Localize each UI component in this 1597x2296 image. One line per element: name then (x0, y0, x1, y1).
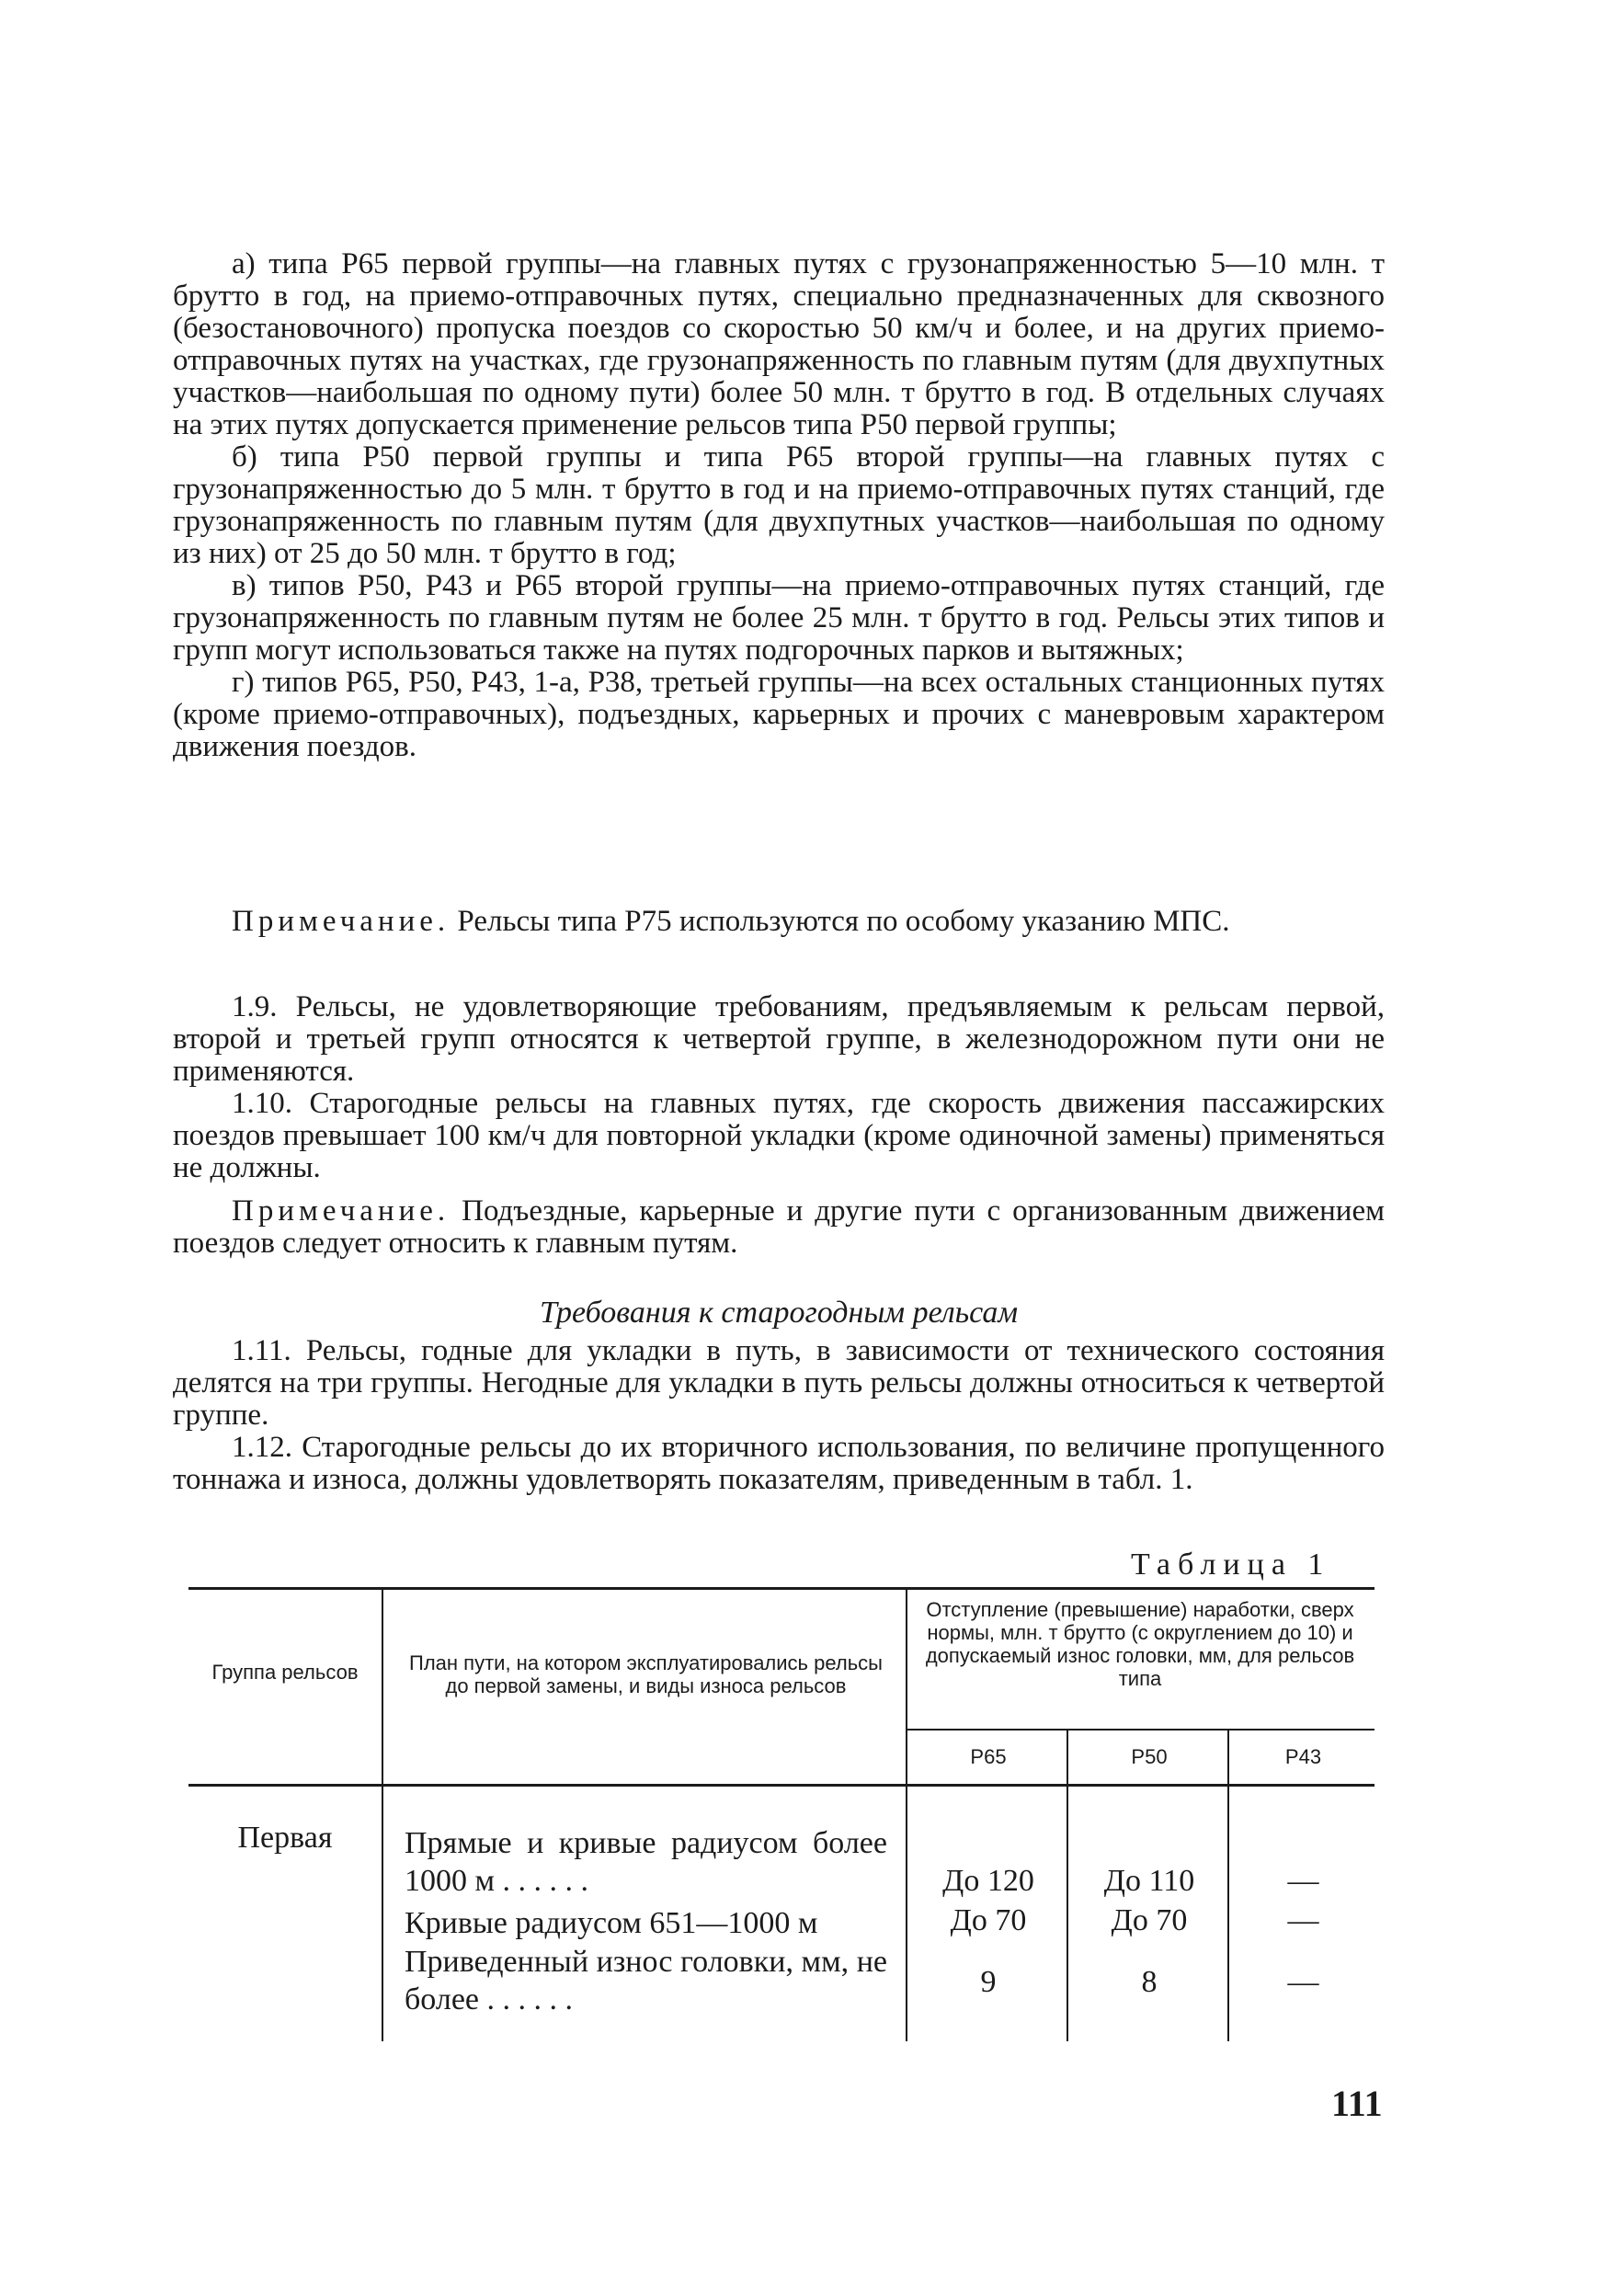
rail-usage-list (173, 248, 1385, 763)
note-1-label: Примечание. (232, 905, 451, 938)
row-3-r65: 9 (980, 1965, 997, 1999)
row-2-r50: До 70 (1111, 1903, 1188, 1937)
table-col-divider-1 (382, 1587, 383, 2041)
header-rail-group: Группа рельсов (211, 1661, 359, 1684)
group-name: Первая (237, 1821, 333, 1855)
row-3-r43: — (1287, 1965, 1319, 1999)
clause-1-9: 1.9. Рельсы, не удовлетворяющие требованиям, предъявляемым к рельсам первой, второй и третьей групп относятся к четвертой группе, в железнодорожном пути они не применяются. (173, 990, 1385, 1088)
table-col-divider-2 (906, 1587, 907, 2041)
row-2-r43: — (1287, 1903, 1319, 1937)
table-col-divider-4 (1227, 1729, 1229, 2041)
clauses-1-11-1-12 (173, 1335, 1385, 1496)
table-subheader-rule (906, 1729, 1375, 1731)
note-2 (173, 1195, 1385, 1260)
clause-1-11: 1.11. Рельсы, годные для укладки в путь, в зависимости от технического состояния делятся на три группы. Негодные для укладки в путь рельсы должны относиться к четвертой группе. (173, 1334, 1385, 1432)
table-row: Прямые и кривые радиусом более 1000 м . . . . . . (405, 1826, 887, 1898)
note-1 (173, 906, 1385, 938)
list-item-g: г) типов Р65, Р50, Р43, 1-а, Р38, третьей группы—на всех остальных станционных путях (кроме приемо-отправочных), подъездных, карьерных и прочих с маневровым характером движения поездов. (173, 666, 1385, 763)
clauses-1-9-1-10 (173, 991, 1385, 1184)
table-row: Приведенный износ головки, мм, не более . . . . . . (405, 1945, 887, 2016)
list-item-a: а) типа Р65 первой группы—на главных путях с грузонапряженностью 5—10 млн. т брутто в год, на приемо-отправочных путях, специально предназначенных для сквозного (безостановочного) пропуска поездов со скоростью 50 км/ч и более, и на других приемо-отправочных путях на участках, где грузонапряженность по главным путям (для двухпутных участков—наибольшая по одному пути) более 50 млн. т брутто в год. В отдельных случаях на этих путях допускается применение рельсов типа Р50 первой группы; (173, 247, 1385, 441)
note-2-text: Подъездные, карьерные и другие пути с организованным движением поездов следует относить к главным путям. (173, 1194, 1385, 1260)
list-item-v: в) типов Р50, Р43 и Р65 второй группы—на приемо-отправочных путях станций, где грузонапряженность по главным путям не более 25 млн. т брутто в год. Рельсы этих типов и групп могут использоваться также на путях подгорочных парков и вытяжных; (173, 569, 1385, 667)
header-type-r50: Р50 (1131, 1745, 1168, 1768)
clause-1-10: 1.10. Старогодные рельсы на главных путях, где скорость движения пассажирских поездов превышает 100 км/ч для повторной укладки (кроме одиночной замены) применяться не должны. (173, 1087, 1385, 1184)
table-top-rule (188, 1587, 1375, 1590)
header-track-plan: План пути, на котором эксплуатировались рельсы до первой замены, и виды износа рельсов (409, 1651, 883, 1697)
note-2-label: Примечание. (232, 1194, 451, 1228)
header-type-r43: Р43 (1284, 1745, 1322, 1768)
section-heading: Требования к старогодным рельсам (539, 1296, 1019, 1330)
table-row: Кривые радиусом 651—1000 м (405, 1906, 818, 1940)
row-1-r43: — (1287, 1864, 1319, 1898)
row-2-r65: До 70 (950, 1903, 1027, 1937)
table-col-divider-3 (1067, 1729, 1068, 2041)
row-1-r50: До 110 (1103, 1864, 1195, 1898)
page-number: 111 (1331, 2083, 1383, 2124)
table-header-bottom-rule (188, 1784, 1375, 1787)
header-deviation: Отступление (превышение) наработки, сверх нормы, млн. т брутто (с округлением до 10) и допускаемый износ головки, мм, для рельсов типа (925, 1598, 1355, 1690)
list-item-b: б) типа Р50 первой группы и типа Р65 второй группы—на главных путях с грузонапряженностью до 5 млн. т брутто в год и на приемо-отправочных путях станций, где грузонапряженность по главным путям (для двухпутных участков—наибольшая по одному из них) от 25 до 50 млн. т брутто в год; (173, 440, 1385, 570)
clause-1-12: 1.12. Старогодные рельсы до их вторичного использования, по величине пропущенного тоннажа и износа, должны удовлетворять показателям, приведенным в табл. 1. (173, 1431, 1385, 1496)
row-1-r65: До 120 (942, 1864, 1034, 1898)
note-1-text: Рельсы типа Р75 используются по особому указанию МПС. (457, 905, 1230, 938)
table-label: Таблица 1 (1131, 1548, 1331, 1582)
row-3-r50: 8 (1141, 1965, 1158, 1999)
header-type-r65: Р65 (970, 1745, 1007, 1768)
